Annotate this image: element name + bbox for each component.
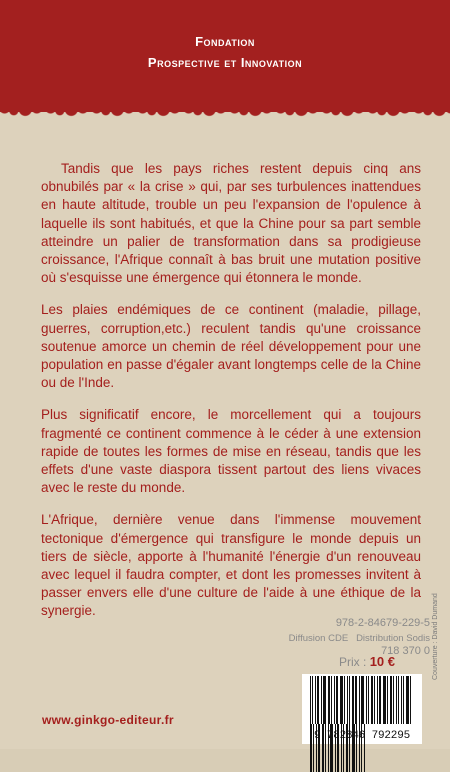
barcode-digits: 9 782846 792295 xyxy=(313,730,411,742)
barcode-bar xyxy=(410,676,411,724)
barcode-bar xyxy=(321,676,322,724)
product-code: 718 370 0 xyxy=(381,645,430,657)
barcode-bar xyxy=(377,676,378,724)
barcode-bar xyxy=(347,676,348,724)
distribution-info: Diffusion CDE Distribution Sodis xyxy=(288,633,430,644)
barcode-bar xyxy=(383,676,386,724)
foundation-line2: Prospective et Innovation xyxy=(147,55,303,70)
barcode xyxy=(302,674,422,744)
paragraph-1: Tandis que les pays riches restent depuis cinq ans obnubilés par « la crise » qui, par ses turbulences inattendues en haute altitude, trouble un peu l'expansion de l'opulence à laquelle ils sont habitués, et que la Chine pour sa part semble atteindre un palier de transformation dans sa prodigieuse croissance, l'Afrique connaît à bas bruit une mutation positive où s'esquisse une émergence qui étonnera le monde. xyxy=(41,161,421,286)
barcode-bar xyxy=(331,676,332,724)
barcode-bar xyxy=(379,676,381,724)
barcode-bars xyxy=(310,676,414,724)
barcode-bar xyxy=(398,676,399,724)
blurb-text xyxy=(41,160,421,635)
price-value: 10 € xyxy=(369,654,395,669)
paragraph-3: Plus significatif encore, le morcellement qui a toujours fragmenté ce continent commence à le céder à une extension rapide de toutes les formes de mise en réseau, tandis que les effets d'une vaste diaspora tissent partout des liens vivaces avec le reste du monde. xyxy=(41,407,421,496)
barcode-bar xyxy=(359,676,360,724)
foundation-line1: Fondation xyxy=(195,34,255,49)
barcode-bar xyxy=(406,676,409,724)
publisher-website[interactable]: www.ginkgo-editeur.fr xyxy=(42,713,174,727)
barcode-bar xyxy=(366,676,367,724)
barcode-bar xyxy=(310,676,311,724)
barcode-bar xyxy=(344,676,345,724)
barcode-bar xyxy=(336,676,338,724)
barcode-bar xyxy=(349,676,350,724)
paragraph-2: Les plaies endémiques de ce continent (maladie, pillage, guerres, corruption,etc.) reculent tandis qu'une croissance soutenue amorce un chemin de réel développement pour une population en passe d'égaler avant longtemps celle de la Chine ou de l'Inde. xyxy=(41,302,421,391)
barcode-bar xyxy=(312,676,313,724)
barcode-bar xyxy=(317,676,319,724)
barcode-bar xyxy=(374,676,375,724)
barcode-bar xyxy=(403,676,404,724)
barcode-bar xyxy=(393,676,394,724)
barcode-bar xyxy=(361,676,364,724)
barcode-bar xyxy=(387,676,388,724)
barcode-bar xyxy=(323,676,326,724)
cover-credit: Couverture : David Dumand xyxy=(432,593,439,680)
barcode-bar xyxy=(371,676,373,724)
price-label: Prix : xyxy=(339,655,367,669)
barcode-bar xyxy=(355,676,357,724)
paragraph-4: L'Afrique, dernière venue dans l'immense mouvement tectonique d'émergence qui transfigure le monde depuis un tiers de siècle, apporte à l'humanité l'énergie d'un renouveau avec lequel il faudra compter, et dont les promesses invitent à passer envers elle d'une culture de l'aide à une éthique de la synergie. xyxy=(41,512,421,619)
barcode-bar xyxy=(315,676,316,724)
barcode-bar xyxy=(390,676,392,724)
barcode-bar xyxy=(401,676,402,724)
barcode-bar xyxy=(328,676,330,724)
price xyxy=(339,654,395,669)
barcode-bar xyxy=(352,676,354,724)
barcode-bar xyxy=(396,676,397,724)
foundation-title xyxy=(0,34,450,71)
red-header-band xyxy=(0,0,450,112)
isbn-number: 978-2-84679-229-5 xyxy=(335,617,430,629)
barcode-bar xyxy=(368,676,369,724)
barcode-bar xyxy=(340,676,343,724)
barcode-bar xyxy=(334,676,335,724)
